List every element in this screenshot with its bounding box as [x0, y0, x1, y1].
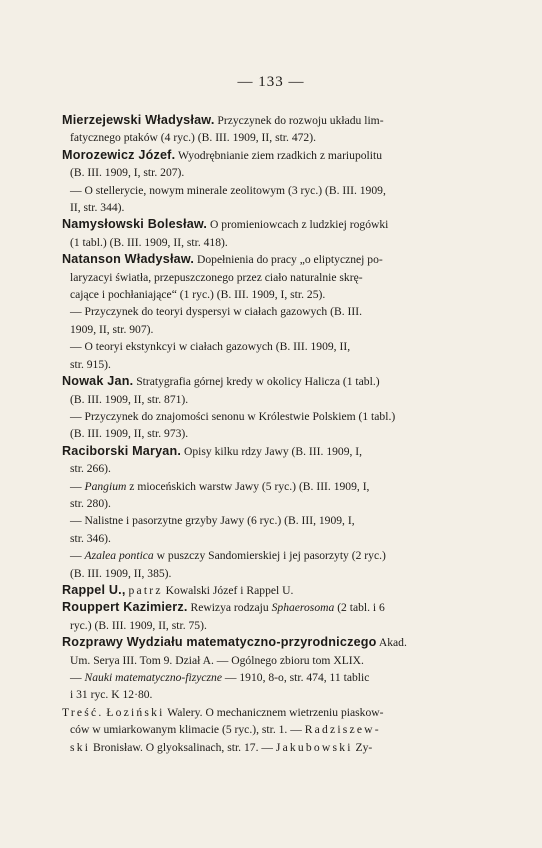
- entry-text: — 1910, 8-o, str. 474, 11 tablic: [221, 671, 370, 684]
- entry-text: str. 266).: [70, 462, 111, 476]
- entry-text: O promieniowcach z ludzkiej rogówki: [207, 218, 389, 232]
- entry-text: — O stellerycie, nowym minerale zeolitowym (3 ryc.) (B. III. 1909,: [70, 183, 386, 197]
- bibliography-list: [62, 112, 474, 756]
- author-name: Namysłowski Bolesław.: [62, 217, 208, 232]
- entry-text: Akad.: [376, 636, 407, 650]
- entry-text: str. 280).: [70, 496, 111, 510]
- entry-text: Dopełnienia do pracy „o eliptycznej po-: [194, 253, 383, 267]
- entry-text: . O glyoksalinach, str. 17. —: [139, 740, 276, 754]
- entry-mierzejewski: [62, 112, 474, 147]
- entry-nowak: [62, 373, 474, 443]
- series-title: Rozprawy Wydziału matematyczno-przyrodniczego: [62, 635, 377, 650]
- entry-text: ryc.) (B. III. 1909, II, str. 75).: [70, 618, 207, 632]
- author-name: Raciborski Maryan.: [62, 443, 182, 458]
- entry-text: (B. III. 1909, II, str. 871).: [70, 392, 189, 406]
- entry-text: (B. III. 1909, I, str. 207).: [70, 166, 185, 180]
- entry-text: str. 915).: [70, 357, 111, 371]
- entry-text: laryzacyi światła, przepuszczonego przez ciało naturalnie skrę-: [70, 270, 363, 284]
- entry-text: str. 346).: [70, 531, 111, 545]
- entry-text: II, str. 344).: [70, 201, 125, 215]
- entry-text: z mioceńskich warstw Jawy (5 ryc.) (B. III. 1909, I,: [126, 479, 370, 493]
- spaced-name: Jakubowski: [275, 740, 353, 754]
- author-name: Nowak Jan.: [62, 374, 134, 389]
- spaced-word: patrz: [128, 583, 163, 597]
- italic-title: Nauki matematyczno-fizyczne: [84, 671, 222, 684]
- entry-text: —: [70, 671, 85, 684]
- entry-text: i 31 ryc. K 12·80.: [70, 688, 153, 702]
- entry-natanson: [62, 251, 474, 373]
- entry-text: —: [70, 479, 85, 493]
- entry-text: Zy-: [352, 740, 373, 754]
- entry-text: (2 tabl. i 6: [334, 601, 385, 615]
- entry-text: Rewizya rodzaju: [187, 601, 272, 615]
- author-name: Morozewicz Józef.: [62, 147, 176, 162]
- entry-text: 1909, II, str. 907).: [70, 322, 154, 336]
- italic-title: Pangium: [84, 479, 127, 493]
- entry-text: Wyodrębnianie ziem rzadkich z mariupolitu: [175, 148, 382, 162]
- entry-text: ców w umiarkowanym klimacie (5 ryc.), str. 1. —: [70, 723, 305, 737]
- entry-text: Walery. O mechanicznem wietrzeniu piaskow-: [164, 705, 384, 719]
- entry-raciborski: [62, 443, 474, 582]
- entry-text: fatycznego ptaków (4 ryc.) (B. III. 1909, II, str. 472).: [70, 131, 316, 145]
- entry-text: w puszczy Sandomierskiej i jej pasorzyty (2 ryc.): [153, 549, 386, 563]
- entry-rappel: [62, 582, 474, 599]
- entry-text: (1 tabl.) (B. III. 1909, II, str. 418).: [70, 235, 228, 249]
- spaced-name: Łoziński: [106, 705, 165, 719]
- entry-text: —: [70, 549, 85, 563]
- entry-text: Kowalski Józef i Rappel U.: [162, 583, 294, 597]
- author-name: Rouppert Kazimierz.: [62, 600, 188, 615]
- entry-morozewicz: [62, 147, 474, 217]
- entry-text: Um. Serya III. Tom 9. Dział A. — Ogólnego zbioru tom XLIX.: [70, 653, 364, 667]
- entry-text: (B. III. 1909, II, str. 973).: [70, 427, 189, 441]
- italic-title: Azalea pontica: [84, 549, 154, 563]
- entry-text: — Nalistne i pasorzytne grzyby Jawy (6 ryc.) (B. III, 1909, I,: [70, 514, 355, 528]
- entry-text: — O teoryi ekstynkcyi w ciałach gazowych (B. III. 1909, II,: [70, 340, 351, 354]
- entry-rouppert: [62, 599, 474, 634]
- entry-rozprawy: [62, 634, 474, 756]
- entry-text: — Przyczynek do znajomości senonu w Królestwie Polskiem (1 tabl.): [70, 409, 396, 423]
- author-name: Natanson Władysław.: [62, 252, 195, 267]
- author-name: Mierzejewski Władysław.: [62, 113, 215, 127]
- spaced-name: Radziszew-: [304, 723, 381, 737]
- entry-text: (B. III. 1909, II, 385).: [70, 566, 172, 580]
- entry-text: Stratygrafia górnej kredy w okolicy Halicza (1 tabl.): [133, 375, 380, 389]
- entry-text: Opisy kilku rdzy Jawy (B. III. 1909, I,: [181, 444, 363, 458]
- entry-text: Bronisław: [93, 740, 140, 754]
- spaced-word: Treść.: [62, 705, 104, 719]
- italic-title: Sphaerosoma: [271, 601, 335, 615]
- spaced-name: ski: [70, 740, 91, 754]
- entry-text: — Przyczynek do teoryi dyspersyi w ciałach gazowych (B. III.: [70, 305, 363, 319]
- author-name: Rappel U.,: [62, 582, 126, 597]
- entry-namyslowski: [62, 216, 474, 251]
- page-number: — 133 —: [237, 74, 305, 90]
- entry-text: Przyczynek do rozwoju układu lim-: [214, 114, 384, 127]
- entry-text: cające i pochłaniające“ (1 ryc.) (B. III. 1909, I, str. 25).: [70, 288, 326, 302]
